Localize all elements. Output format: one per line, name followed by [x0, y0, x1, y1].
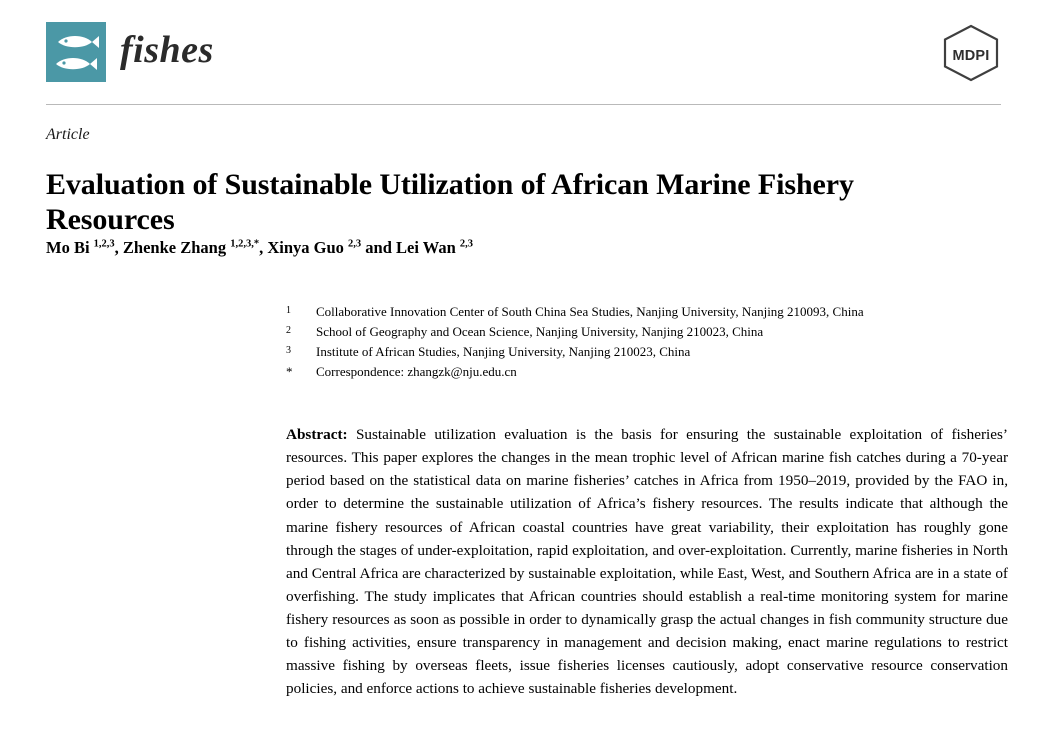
affiliation-marker: *	[286, 364, 293, 380]
affiliation-marker: 2	[286, 325, 291, 337]
abstract-label: Abstract:	[286, 426, 348, 444]
author-affiliation-marker: 2,3	[348, 238, 362, 250]
author-list	[46, 238, 946, 258]
affiliation-row	[286, 362, 1002, 382]
affiliation-text: Collaborative Innovation Center of South China Sea Studies, Nanjing University, Nanjing 210093, China	[316, 304, 864, 319]
masthead	[46, 22, 1001, 84]
author-separator: and	[361, 238, 397, 257]
author-affiliation-marker: 1,2,3	[93, 238, 115, 250]
page-title: Evaluation of Sustainable Utilization of African Marine Fishery Resources	[46, 168, 854, 236]
affiliation-marker: 3	[286, 345, 291, 357]
fish-logo-icon	[46, 22, 106, 82]
author-name: Mo Bi	[46, 238, 94, 257]
author-name: Zhenke Zhang	[122, 238, 231, 257]
journal-name: fishes	[120, 29, 214, 71]
abstract-body: Sustainable utilization evaluation is the basis for ensuring the sustainable exploitation of fisheries’ resources. This paper explores the changes in the mean trophic level of African marine fish catches during a 70-year period based on the statistical data on marine fisheries’ catches in Africa from 1950–2019, provided by the FAO in, order to determine the sustainable utilization of Africa’s fishery resources. The results indicate that although the marine fishery resources of African coastal countries have great variability, their exploitation has roughly gone through the stages of under-exploitation, rapid exploitation, and over-exploitation. Currently, marine fisheries in North and Central Africa are characterized by sustainable exploitation, while East, West, and Southern Africa are in a state of overfishing. The study implicates that African countries should establish a real-time monitoring system for marine fishery resources as soon as possible in order to dynamically grasp the actual changes in fish community structure due to fishing activities, ensure transparency in management and decision making, enact marine regulations to restrict massive fishing by overseas fleets, issue fisheries licenses cautiously, adopt conservative resource conservation policies, and enforce actions to achieve sustainable fisheries development.	[286, 426, 1008, 698]
author-name: Xinya Guo	[267, 238, 349, 257]
affiliation-row	[286, 302, 1002, 322]
author-name: Lei Wan	[396, 238, 460, 257]
affiliation-list	[286, 302, 1002, 383]
affiliation-text: Institute of African Studies, Nanjing University, Nanjing 210023, China	[316, 344, 691, 360]
affiliation-marker: 1	[286, 305, 291, 316]
author-affiliation-marker: 1,2,3,*	[230, 238, 260, 250]
affiliation-row	[286, 322, 1002, 342]
affiliation-row	[286, 342, 1002, 362]
author-separator: ,	[259, 238, 268, 257]
author-affiliation-marker: 2,3	[459, 238, 474, 250]
mdpi-hexagon-logo-icon[interactable]	[941, 24, 1001, 82]
article-type-label: Article	[46, 126, 90, 143]
affiliation-text: School of Geography and Ocean Science, Nanjing University, Nanjing 210023, China	[316, 324, 764, 340]
svg-text:MDPI: MDPI	[952, 48, 990, 64]
affiliation-text[interactable]: Correspondence: zhangzk@nju.edu.cn	[316, 364, 517, 380]
journal-brand[interactable]	[46, 22, 214, 82]
author-separator: ,	[114, 238, 123, 257]
header-divider	[46, 104, 1001, 105]
abstract-paragraph	[286, 423, 1008, 700]
